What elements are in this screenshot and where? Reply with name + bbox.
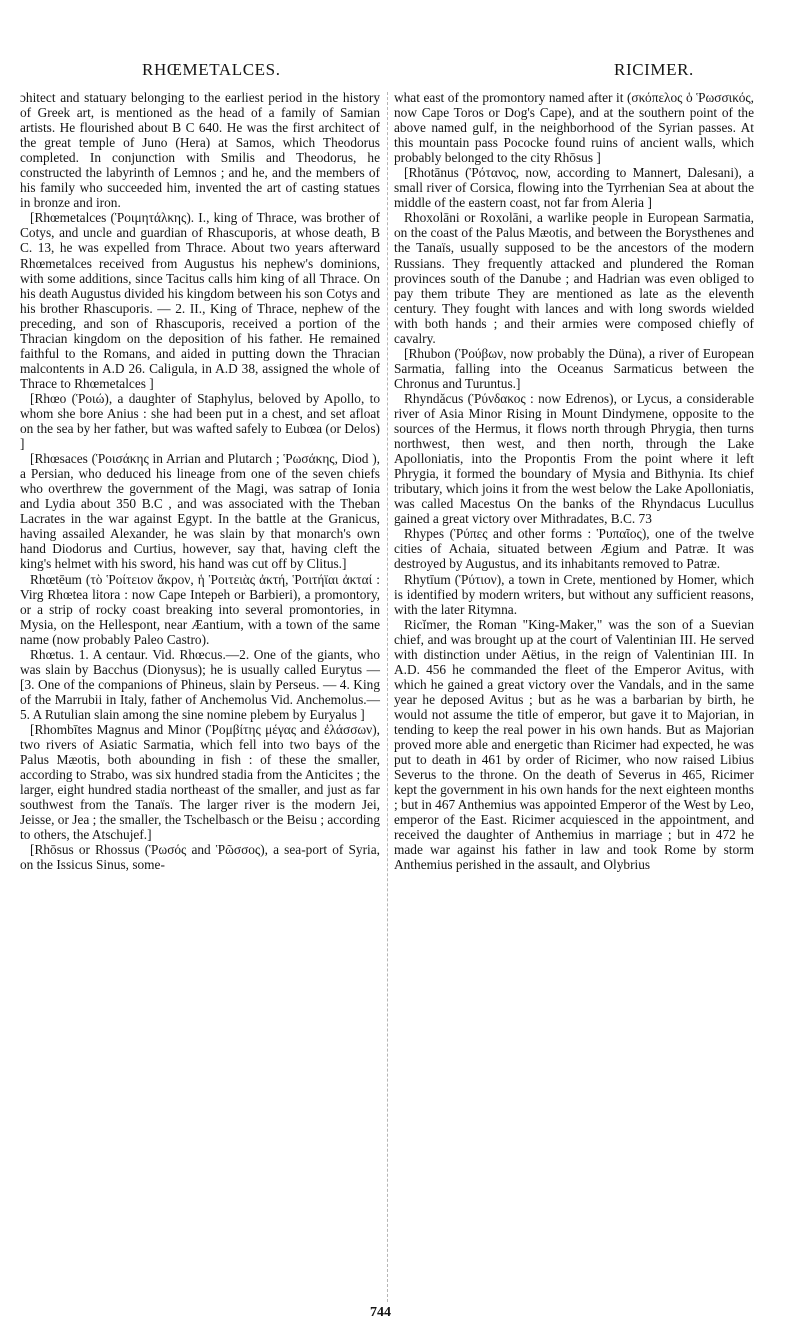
dictionary-entry: Ricĭmer, the Roman "King-Maker," was the son of a Suevian chief, and was brought up at the court of Valentinian III. He served with distinction under Aëtius, in the reign of Valentinian III. In A.D. 456 he commanded the fleet of the Emperor Avitus, with which he gained a great victory over the Vandals, and in the same year he deposed Avitus ; but as he was a barbarian by birth, he would not assume the title of emperor, but gave it to Majorian, in tending to keep the real power in his own hands. But as Majorian proved more able and energetic than Ricimer had expected, he was put to death in 461 by order of Ricimer, who now raised Libius Severus to the throne. On the death of Severus in 465, Ricimer kept the government in his own hands for the next eighteen months ; but in 467 Anthemius was appointed Emperor of the West by Leo, emperor of the East. Ricimer acquiesced in the appointment, and received the daughter of Anthemius in marriage ; but in 472 he made war against his father in law and took Rome by storm Anthemius perished in the assault, and Olybrius [394, 616, 755, 873]
dictionary-entry: what east of the promontory named after it (σκόπελος ὁ Ῥωσσικός, now Cape Toros or Dog's Cape), and at the southern point of the above named gulf, in the neighborhood of the Syrian passes. At this mountain pass Pococke found ruins of ancient walls, which probably belonged to the city Rhōsus ] [394, 90, 754, 166]
left-column [20, 90, 380, 872]
dictionary-entry: ɔhitect and statuary belonging to the earliest period in the history of Greek art, is mentioned as the head of a family of Samian artists. He flourished about B C 640. He was the first architect of the great temple of Juno (Hera) at Samos, which Theodorus completed. In conjunction with Smilis and Theodorus, he constructed the labyrinth of Lemnos ; and he, and the members of his family who succeeded him, invented the art of casting statues in bronze and iron. [20, 90, 380, 211]
dictionary-entry: Rhyndăcus (Ῥύνδακος : now Edrenos), or Lycus, a considerable river of Asia Minor Rising in Mount Dindymene, opposite to the sources of the Hermus, it flows north through Phrygia, then turns northwest, then west, and then north, through the Lake Apolloniatis, into the Propontis From the point where it left Phrygia, it formed the boundary of Mysia and Bithynia. Its chief tributary, which joins it from the west below the Lake Apolloniatis, was called Macestus On the banks of the Rhyndacus Lucullus gained a great victory over Mithradates, B.C. 73 [394, 390, 754, 527]
dictionary-entry: [Rhotānus (Ῥότανος, now, according to Mannert, Dalesani), a small river of Corsica, flowing into the Tyrrhenian Sea at about the middle of the eastern coast, not far from Aleria ] [394, 165, 754, 211]
dictionary-entry: Rhœtus. 1. A centaur. Vid. Rhœcus.—2. One of the giants, who was slain by Bacchus (Dionysus); he is usually called Eurytus —[3. One of the companions of Phineus, slain by Perseus. — 4. King of the Marrubii in Italy, father of Anchemolus Vid. Anchemolus.—5. A Rutulian slain among the sine nomine plebem by Euryalus ] [20, 646, 380, 722]
dictionary-entry: [Rhœo (Ῥοιώ), a daughter of Staphylus, beloved by Apollo, to whom she bore Anius : she had been put in a chest, and set afloat on the sea by her father, but was wafted safely to Eubœa (or Delos) ] [20, 390, 380, 452]
running-head-left: RHŒMETALCES. [142, 60, 281, 79]
right-column [394, 90, 754, 872]
dictionary-entry: Rhoxolāni or Roxolāni, a warlike people in European Sarmatia, on the coast of the Palus Mæotis, and between the Borysthenes and the Tanaïs, usually supposed to be the ancestors of the modern Russians. They frequently attacked and plundered the Roman provinces south of the Danube ; and Hadrian was even obliged to pay them tribute They are mentioned as late as the eleventh century. They fought with lances and with long swords wielded with both hands ; and their armies were composed chiefly of cavalry. [394, 210, 754, 346]
column-divider [387, 92, 388, 1302]
dictionary-entry: Rhytīum (Ῥύτιον), a town in Crete, mentioned by Homer, which is identified by modern writers, but without any sufficient reasons, with the later Ritymna. [394, 571, 754, 617]
dictionary-entry: [Rhœmetalces (Ῥοιμητάλκης). I., king of Thrace, was brother of Cotys, and uncle and guardian of Rhascuporis, at whose death, B C. 13, he was expelled from Thrace. About two years afterward Rhœmetalces received from Augustus his nephew's dominions, with some additions, since Tacitus calls him king of all Thrace. On his death Augustus divided his kingdom between his son Cotys and his brother Rhascuporis. — 2. II., King of Thrace, nephew of the preceding, and son of Rhascuporis, received a portion of the Thracian kingdom on the deposition of his father. He remained faithful to the Romans, and aided in putting down the Thracian malcontents in A.D 26. Caligula, in A.D 38, assigned the whole of Thrace to Rhœmetalces ] [20, 210, 380, 391]
dictionary-entry: [Rhōsus or Rhossus (Ῥωσός and Ῥῶσσος), a sea-port of Syria, on the Issicus Sinus, some- [20, 842, 380, 873]
dictionary-entry: [Rhubon (Ῥούβων, now probably the Düna), a river of European Sarmatia, falling into the Oceanus Sarmaticus between the Chronus and Turuntus.] [394, 345, 754, 391]
page-number: 744 [370, 1305, 391, 1320]
dictionary-entry: [Rhœsaces (Ῥοισάκης in Arrian and Plutarch ; Ῥωσάκης, Diod ), a Persian, who deduced his lineage from one of the seven chiefs who overthrew the government of the Magi, was satrap of Ionia and Lydia about 350 B.C , and was associated with the Theban Lacrates in the war against Egypt. In the battle at the Granicus, having assailed Alexander, he was slain by that monarch's own hand Diodorus and Curtius, however, say that, having cleft the king's helmet with his sword, his hand was cut off by Clitus.] [20, 451, 380, 572]
running-head-right: RICIMER. [614, 60, 694, 79]
dictionary-entry: Rhypes (Ῥύπες and other forms : Ῥυπαῖος), one of the twelve cities of Achaia, situated between Ægium and Patræ. It was destroyed by Augustus, and its inhabitants removed to Patræ. [394, 526, 754, 572]
dictionary-entry: [Rhombītes Magnus and Minor (Ῥομβίτης μέγας and ἐλάσσων), two rivers of Asiatic Sarmatia, which fell into two bays of the Palus Mæotis, both abounding in fish : of these the smaller, according to Strabo, was six hundred stadia from the Anticites ; the larger, eight hundred stadia northeast of the smaller, and just as far southwest from the Tanaïs. The larger river is the modern Jei, Jeisse, or Jea ; the smaller, the Tschelbasch or the Beisu ; according to others, the Atschujef.] [20, 721, 380, 843]
dictionary-entry: Rhœtēum (τὸ Ῥοίτειον ἄκρον, ἡ Ῥοιτειὰς ἀκτή, Ῥοιτήϊαι ἀκταί : Virg Rhœtea litora : now Cape Intepeh or Barbieri), a promontory, or a strip of rocky coast breaking into several promontories, in Mysia, on the Hellespont, near Æantium, with a town of the same name (now probably Paleo Castro). [20, 571, 380, 647]
